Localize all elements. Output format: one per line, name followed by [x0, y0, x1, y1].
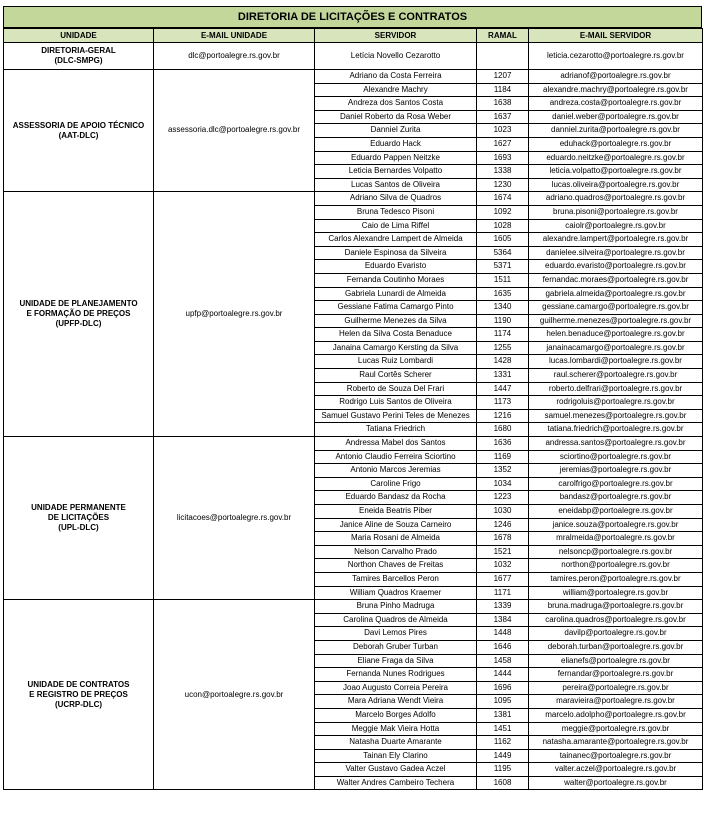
server-email[interactable]: fernandar@portoalegre.rs.gov.br	[529, 668, 703, 682]
server-name: Antonio Claudio Ferreira Sciortino	[315, 450, 477, 464]
server-ramal: 1190	[477, 314, 529, 328]
server-email[interactable]: natasha.amarante@portoalegre.rs.gov.br	[529, 736, 703, 750]
server-ramal: 1173	[477, 396, 529, 410]
server-ramal: 1216	[477, 409, 529, 423]
unit-email[interactable]: licitacoes@portoalegre.rs.gov.br	[154, 437, 315, 600]
server-name: Daniel Roberto da Rosa Weber	[315, 110, 477, 124]
server-name: Walter Andres Cambeiro Techera	[315, 776, 477, 790]
header-server: SERVIDOR	[315, 29, 477, 43]
table-row	[4, 43, 703, 70]
server-email[interactable]: eduardo.evaristo@portoalegre.rs.gov.br	[529, 260, 703, 274]
unit-name-line: ASSESSORIA DE APOIO TÉCNICO	[12, 120, 145, 130]
header-server-email: E-MAIL SERVIDOR	[529, 29, 703, 43]
header-ramal: RAMAL	[477, 29, 529, 43]
server-email[interactable]: eduardo.neitzke@portoalegre.rs.gov.br	[529, 151, 703, 165]
server-ramal: 1451	[477, 722, 529, 736]
table-row	[4, 437, 703, 451]
server-name: Eduardo Pappen Neitzke	[315, 151, 477, 165]
server-ramal: 1678	[477, 532, 529, 546]
server-name: Eduardo Hack	[315, 137, 477, 151]
server-name: Adriano Silva de Quadros	[315, 192, 477, 206]
server-ramal: 1693	[477, 151, 529, 165]
server-ramal: 1449	[477, 749, 529, 763]
server-email[interactable]: tatiana.friedrich@portoalegre.rs.gov.br	[529, 423, 703, 437]
unit-name-line: (UCRP-DLC)	[54, 699, 103, 709]
server-email[interactable]: fernandac.moraes@portoalegre.rs.gov.br	[529, 273, 703, 287]
server-name: Gessiane Fatima Camargo Pinto	[315, 301, 477, 315]
server-email[interactable]: walter@portoalegre.rs.gov.br	[529, 776, 703, 790]
server-name: Carolina Quadros de Almeida	[315, 613, 477, 627]
server-name: Rodrigo Luis Santos de Oliveira	[315, 396, 477, 410]
server-email[interactable]: andressa.santos@portoalegre.rs.gov.br	[529, 437, 703, 451]
unit-name-line: E REGISTRO DE PREÇOS	[29, 689, 128, 699]
server-ramal: 1184	[477, 83, 529, 97]
server-email[interactable]: davilp@portoalegre.rs.gov.br	[529, 627, 703, 641]
server-name: Eduardo Evaristo	[315, 260, 477, 274]
server-name: Davi Lemos Pires	[315, 627, 477, 641]
server-name: Guilherme Menezes da Silva	[315, 314, 477, 328]
server-ramal	[477, 43, 529, 70]
server-email[interactable]: samuel.menezes@portoalegre.rs.gov.br	[529, 409, 703, 423]
server-ramal: 1605	[477, 233, 529, 247]
server-name: Roberto de Souza Del Frari	[315, 382, 477, 396]
unit-name-line: (UPL-DLC)	[58, 523, 99, 533]
table-header-row	[4, 29, 703, 43]
server-name: Caroline Frigo	[315, 477, 477, 491]
server-name: Eduardo Bandasz da Rocha	[315, 491, 477, 505]
server-ramal: 1384	[477, 613, 529, 627]
server-ramal: 1521	[477, 545, 529, 559]
server-ramal: 1444	[477, 668, 529, 682]
server-name: Natasha Duarte Amarante	[315, 736, 477, 750]
directory-table	[3, 28, 703, 790]
server-name: Raul Cortês Scherer	[315, 369, 477, 383]
server-name: Tatiana Friedrich	[315, 423, 477, 437]
server-email[interactable]: danniel.zurita@portoalegre.rs.gov.br	[529, 124, 703, 138]
server-email[interactable]: bandasz@portoalegre.rs.gov.br	[529, 491, 703, 505]
server-name: Carlos Alexandre Lampert de Almeida	[315, 233, 477, 247]
server-ramal: 1458	[477, 654, 529, 668]
server-email[interactable]: helen.benaduce@portoalegre.rs.gov.br	[529, 328, 703, 342]
server-ramal: 1034	[477, 477, 529, 491]
server-ramal: 1338	[477, 165, 529, 179]
server-ramal: 1339	[477, 600, 529, 614]
server-email[interactable]: sciortino@portoalegre.rs.gov.br	[529, 450, 703, 464]
server-ramal: 1447	[477, 382, 529, 396]
server-ramal: 1255	[477, 341, 529, 355]
unit-name	[4, 192, 154, 437]
server-ramal: 1638	[477, 97, 529, 111]
server-email[interactable]: rodrigoluis@portoalegre.rs.gov.br	[529, 396, 703, 410]
server-name: Lucas Santos de Oliveira	[315, 178, 477, 192]
server-name: Meggie Mak Vieira Hotta	[315, 722, 477, 736]
server-name: Caio de Lima Riffel	[315, 219, 477, 233]
server-email[interactable]: nelsoncp@portoalegre.rs.gov.br	[529, 545, 703, 559]
server-email[interactable]: elianefs@portoalegre.rs.gov.br	[529, 654, 703, 668]
server-email[interactable]: gessiane.camargo@portoalegre.rs.gov.br	[529, 301, 703, 315]
server-name: Fernanda Nunes Rodrigues	[315, 668, 477, 682]
server-ramal: 1095	[477, 695, 529, 709]
server-ramal: 1511	[477, 273, 529, 287]
server-email[interactable]: alexandre.machry@portoalegre.rs.gov.br	[529, 83, 703, 97]
header-unit: UNIDADE	[4, 29, 154, 43]
server-ramal: 1246	[477, 518, 529, 532]
server-email[interactable]: lucas.lombardi@portoalegre.rs.gov.br	[529, 355, 703, 369]
server-email[interactable]: adrianof@portoalegre.rs.gov.br	[529, 70, 703, 84]
server-ramal: 1030	[477, 505, 529, 519]
server-name: Janice Aline de Souza Carneiro	[315, 518, 477, 532]
server-email[interactable]: guilherme.menezes@portoalegre.rs.gov.br	[529, 314, 703, 328]
server-ramal: 1677	[477, 572, 529, 586]
server-name: Andreza dos Santos Costa	[315, 97, 477, 111]
server-email[interactable]: jeremias@portoalegre.rs.gov.br	[529, 464, 703, 478]
server-name: Leticia Bernardes Volpatto	[315, 165, 477, 179]
server-email[interactable]: caiolr@portoalegre.rs.gov.br	[529, 219, 703, 233]
unit-name-line: (UPFP-DLC)	[55, 319, 102, 329]
server-name: Daniele Espinosa da Silveira	[315, 246, 477, 260]
unit-name-line: DIRETORIA-GERAL	[41, 46, 116, 55]
server-ramal: 1627	[477, 137, 529, 151]
server-email[interactable]: danielee.silveira@portoalegre.rs.gov.br	[529, 246, 703, 260]
server-ramal: 1162	[477, 736, 529, 750]
server-ramal: 1680	[477, 423, 529, 437]
server-email[interactable]: deborah.turban@portoalegre.rs.gov.br	[529, 640, 703, 654]
table-row	[4, 600, 703, 614]
unit-email[interactable]: ucon@portoalegre.rs.gov.br	[154, 600, 315, 790]
server-name: Maria Rosani de Almeida	[315, 532, 477, 546]
server-ramal: 1169	[477, 450, 529, 464]
server-ramal: 1340	[477, 301, 529, 315]
unit-name-line: E FORMAÇÃO DE PREÇOS	[26, 309, 131, 319]
server-name: Deborah Gruber Turban	[315, 640, 477, 654]
unit-name-line: UNIDADE DE PLANEJAMENTO	[19, 299, 138, 309]
server-email[interactable]: andreza.costa@portoalegre.rs.gov.br	[529, 97, 703, 111]
server-email[interactable]: meggie@portoalegre.rs.gov.br	[529, 722, 703, 736]
server-name: Bruna Pinho Madruga	[315, 600, 477, 614]
server-ramal: 1428	[477, 355, 529, 369]
server-name: Northon Chaves de Freitas	[315, 559, 477, 573]
table-row	[4, 70, 703, 84]
server-name: Bruna Tedesco Pisoni	[315, 205, 477, 219]
server-email[interactable]: raul.scherer@portoalegre.rs.gov.br	[529, 369, 703, 383]
server-name: Valter Gustavo Gadea Aczel	[315, 763, 477, 777]
server-name: Alexandre Machry	[315, 83, 477, 97]
server-email[interactable]: adriano.quadros@portoalegre.rs.gov.br	[529, 192, 703, 206]
unit-name-line: UNIDADE PERMANENTE	[31, 503, 126, 513]
server-email[interactable]: bruna.madruga@portoalegre.rs.gov.br	[529, 600, 703, 614]
server-ramal: 1023	[477, 124, 529, 138]
server-ramal: 1331	[477, 369, 529, 383]
server-ramal: 1171	[477, 586, 529, 600]
server-email[interactable]: tamires.peron@portoalegre.rs.gov.br	[529, 572, 703, 586]
server-email[interactable]: carolina.quadros@portoalegre.rs.gov.br	[529, 613, 703, 627]
server-email[interactable]: maravieira@portoalegre.rs.gov.br	[529, 695, 703, 709]
unit-name	[4, 70, 154, 192]
server-ramal: 1636	[477, 437, 529, 451]
server-ramal: 1207	[477, 70, 529, 84]
server-name: Tamires Barcellos Peron	[315, 572, 477, 586]
server-name: Nelson Carvalho Prado	[315, 545, 477, 559]
server-email[interactable]: leticia.cezarotto@portoalegre.rs.gov.br	[529, 43, 703, 70]
header-unit-email: E-MAIL UNIDADE	[154, 29, 315, 43]
server-name: Janaina Camargo Kersting da Silva	[315, 341, 477, 355]
server-name: William Quadros Kraemer	[315, 586, 477, 600]
server-ramal: 1223	[477, 491, 529, 505]
server-email[interactable]: pereira@portoalegre.rs.gov.br	[529, 681, 703, 695]
server-ramal: 1174	[477, 328, 529, 342]
server-name: Mara Adriana Wendt Vieira	[315, 695, 477, 709]
unit-name	[4, 43, 154, 70]
server-ramal: 1230	[477, 178, 529, 192]
server-name: Marcelo Borges Adolfo	[315, 708, 477, 722]
server-email[interactable]: janice.souza@portoalegre.rs.gov.br	[529, 518, 703, 532]
server-ramal: 1674	[477, 192, 529, 206]
unit-name-line: DE LICITAÇÕES	[47, 513, 110, 523]
server-name: Gabriela Lunardi de Almeida	[315, 287, 477, 301]
server-email[interactable]: tainanec@portoalegre.rs.gov.br	[529, 749, 703, 763]
server-email[interactable]: bruna.pisoni@portoalegre.rs.gov.br	[529, 205, 703, 219]
server-ramal: 1637	[477, 110, 529, 124]
table-row	[4, 192, 703, 206]
server-name: Antonio Marcos Jeremias	[315, 464, 477, 478]
server-name: Adriano da Costa Ferreira	[315, 70, 477, 84]
server-email[interactable]: valter.aczel@portoalegre.rs.gov.br	[529, 763, 703, 777]
server-name: Andressa Mabel dos Santos	[315, 437, 477, 451]
server-ramal: 1646	[477, 640, 529, 654]
unit-email[interactable]: assessoria.dlc@portoalegre.rs.gov.br	[154, 70, 315, 192]
server-name: Eneida Beatris Piber	[315, 505, 477, 519]
server-email[interactable]: mralmeida@portoalegre.rs.gov.br	[529, 532, 703, 546]
server-name: Tainan Ely Clarino	[315, 749, 477, 763]
server-name: Lucas Ruiz Lombardi	[315, 355, 477, 369]
server-email[interactable]: daniel.weber@portoalegre.rs.gov.br	[529, 110, 703, 124]
server-name: Letícia Novello Cezarotto	[315, 43, 477, 70]
document-title: DIRETORIA DE LICITAÇÕES E CONTRATOS	[3, 6, 702, 28]
server-ramal: 1381	[477, 708, 529, 722]
unit-name-line: UNIDADE DE CONTRATOS	[27, 679, 130, 689]
server-ramal: 1032	[477, 559, 529, 573]
server-email[interactable]: alexandre.lampert@portoalegre.rs.gov.br	[529, 233, 703, 247]
server-email[interactable]: william@portoalegre.rs.gov.br	[529, 586, 703, 600]
server-email[interactable]: eduhack@portoalegre.rs.gov.br	[529, 137, 703, 151]
server-ramal: 1352	[477, 464, 529, 478]
server-email[interactable]: janainacamargo@portoalegre.rs.gov.br	[529, 341, 703, 355]
unit-email[interactable]: upfp@portoalegre.rs.gov.br	[154, 192, 315, 437]
server-name: Samuel Gustavo Perini Teles de Menezes	[315, 409, 477, 423]
server-ramal: 1635	[477, 287, 529, 301]
server-ramal: 5364	[477, 246, 529, 260]
server-email[interactable]: marcelo.adolpho@portoalegre.rs.gov.br	[529, 708, 703, 722]
server-name: Danniel Zurita	[315, 124, 477, 138]
unit-name	[4, 437, 154, 600]
server-name: Joao Augusto Correia Pereira	[315, 681, 477, 695]
server-email[interactable]: lucas.oliveira@portoalegre.rs.gov.br	[529, 178, 703, 192]
server-ramal: 1028	[477, 219, 529, 233]
table-body	[4, 43, 703, 790]
unit-name	[4, 600, 154, 790]
directory-document	[3, 6, 702, 790]
server-ramal: 1092	[477, 205, 529, 219]
server-email[interactable]: northon@portoalegre.rs.gov.br	[529, 559, 703, 573]
server-ramal: 1195	[477, 763, 529, 777]
server-name: Helen da Silva Costa Benaduce	[315, 328, 477, 342]
unit-name-line: (DLC-SMPG)	[54, 56, 103, 65]
server-email[interactable]: gabriela.almeida@portoalegre.rs.gov.br	[529, 287, 703, 301]
server-email[interactable]: roberto.delfrari@portoalegre.rs.gov.br	[529, 382, 703, 396]
server-email[interactable]: leticia.volpatto@portoalegre.rs.gov.br	[529, 165, 703, 179]
server-ramal: 1608	[477, 776, 529, 790]
server-email[interactable]: carolfrigo@portoalegre.rs.gov.br	[529, 477, 703, 491]
unit-name-line: (AAT-DLC)	[58, 130, 99, 140]
server-name: Eliane Fraga da Silva	[315, 654, 477, 668]
unit-email[interactable]: dlc@portoalegre.rs.gov.br	[154, 43, 315, 70]
server-email[interactable]: eneidabp@portoalegre.rs.gov.br	[529, 505, 703, 519]
server-ramal: 1448	[477, 627, 529, 641]
server-name: Fernanda Coutinho Moraes	[315, 273, 477, 287]
server-ramal: 1696	[477, 681, 529, 695]
server-ramal: 5371	[477, 260, 529, 274]
